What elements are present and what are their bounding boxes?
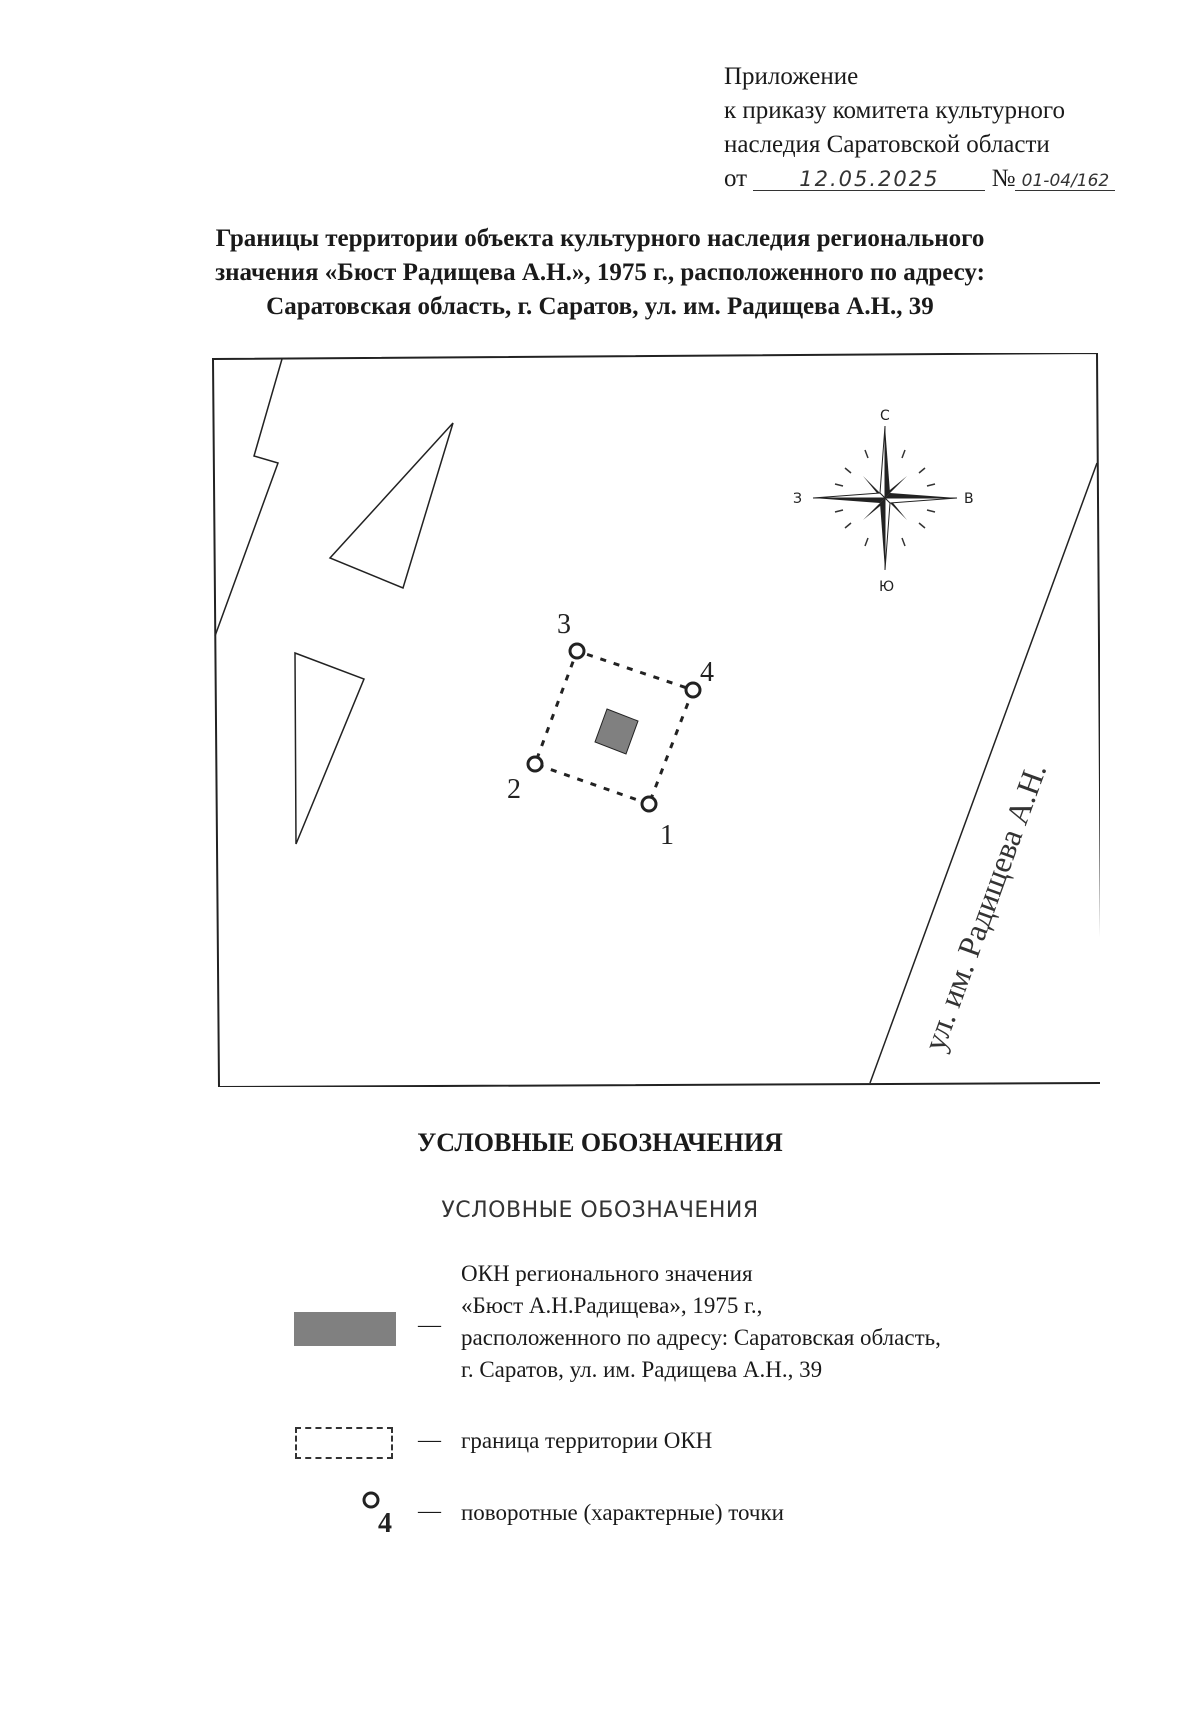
- monument-square: [595, 709, 638, 754]
- number-prefix: №: [991, 165, 1016, 192]
- legend-okn-line-3: расположенного по адресу: Саратовская область,: [461, 1325, 941, 1350]
- legend-point-number: 4: [378, 1508, 392, 1534]
- document-title: [150, 222, 1050, 324]
- legend-heading: УСЛОВНЫЕ ОБОЗНАЧЕНИЯ: [417, 1128, 783, 1157]
- legend-dash-3: —: [418, 1498, 441, 1523]
- building-triangle-lower: [295, 653, 364, 844]
- boundary-map: [210, 353, 1100, 1087]
- legend-okn-line-1: ОКН регионального значения: [461, 1261, 753, 1286]
- title-line-3: Саратовская область, г. Саратов, ул. им. Радищева А.Н., 39: [266, 293, 934, 320]
- legend-okn-line-4: г. Саратов, ул. им. Радищева А.Н., 39: [461, 1357, 823, 1382]
- number-value: 01-04/162: [1021, 171, 1110, 191]
- appendix-line-3: наследия Саратовской области: [724, 131, 1050, 158]
- building-triangle-upper: [330, 423, 453, 588]
- legend-okn-text: [461, 1258, 941, 1386]
- compass-south: Ю: [879, 579, 895, 595]
- compass-east: В: [964, 491, 974, 507]
- turning-point-1: [642, 797, 656, 811]
- appendix-date-line: [724, 162, 1115, 196]
- legend-dash-2: —: [418, 1427, 441, 1452]
- point-label-1: 1: [660, 820, 674, 851]
- title-line-2: значения «Бюст Радищева А.Н.», 1975 г., расположенного по адресу:: [215, 259, 985, 286]
- compass-north: С: [880, 408, 890, 424]
- date-prefix: от: [724, 165, 748, 192]
- point-label-4: 4: [700, 657, 714, 688]
- legend-points-text: поворотные (характерные) точки: [461, 1500, 784, 1525]
- date-value: 12.05.2025: [799, 167, 940, 191]
- number-field: [1015, 162, 1115, 191]
- date-field: [753, 162, 985, 191]
- appendix-line-1: Приложение: [724, 63, 859, 90]
- building-outline-left: [215, 359, 282, 636]
- turning-point-3: [570, 644, 584, 658]
- legend-subheading: УСЛОВНЫЕ ОБОЗНАЧЕНИЯ: [441, 1198, 759, 1223]
- legend-point-circle-icon: [364, 1493, 378, 1507]
- map-svg: [210, 353, 1100, 1087]
- legend-point-swatch: [356, 1488, 406, 1534]
- appendix-line-2: к приказу комитета культурного: [724, 97, 1066, 124]
- legend-okn-swatch: [294, 1312, 396, 1346]
- point-label-2: 2: [507, 774, 521, 805]
- appendix-block: [724, 60, 1115, 196]
- point-label-3: 3: [557, 609, 571, 640]
- compass-west: З: [793, 491, 802, 507]
- street-edge-line: [870, 463, 1097, 1083]
- title-line-1: Границы территории объекта культурного наследия регионального: [215, 225, 985, 252]
- legend-dash-1: —: [418, 1312, 441, 1337]
- legend-boundary-text: граница территории ОКН: [461, 1428, 713, 1453]
- turning-point-4: [686, 683, 700, 697]
- turning-point-2: [528, 757, 542, 771]
- compass-rose-icon: [793, 408, 974, 595]
- street-label: ул. им. Радищева А.Н.: [915, 758, 1054, 1056]
- legend-boundary-swatch: [295, 1427, 393, 1459]
- legend-okn-line-2: «Бюст А.Н.Радищева», 1975 г.,: [461, 1293, 763, 1318]
